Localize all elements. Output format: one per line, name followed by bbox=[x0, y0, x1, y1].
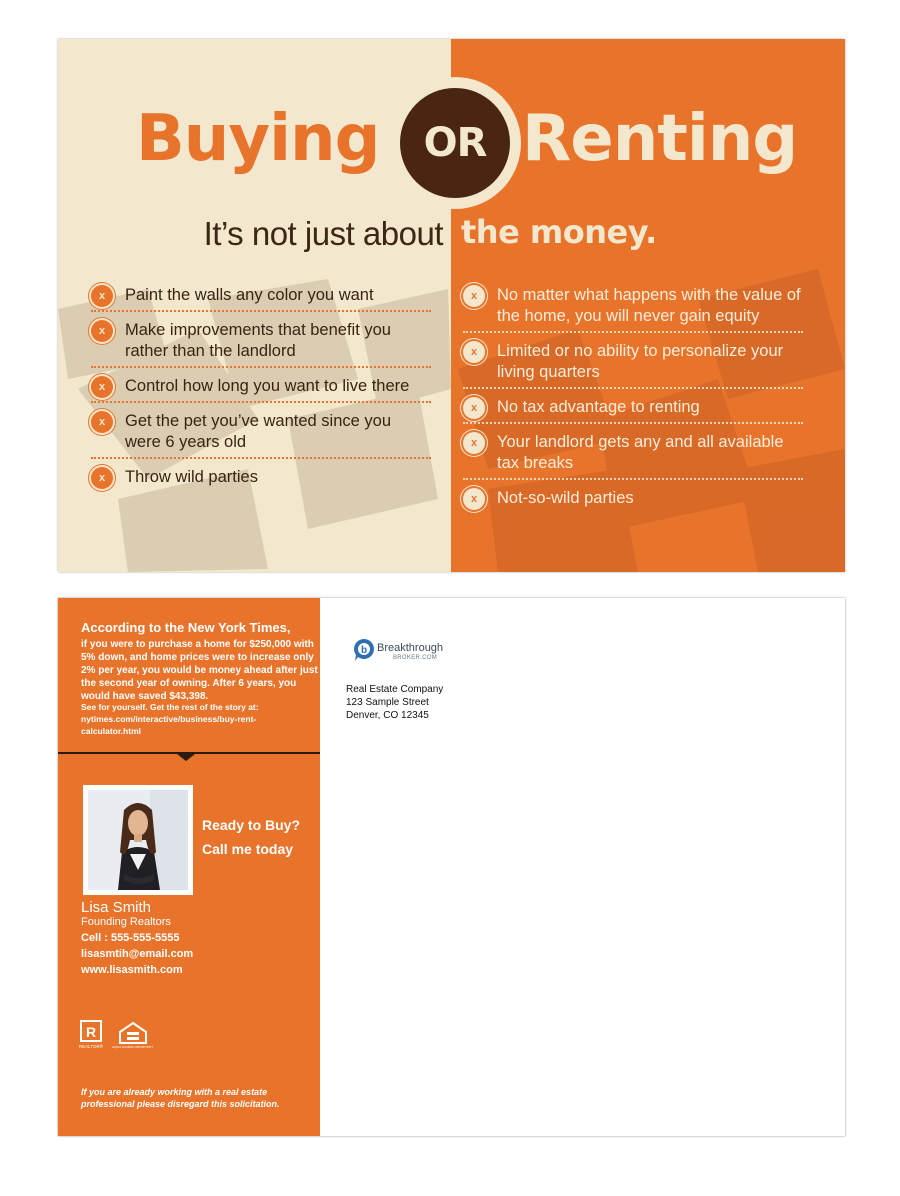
address-line2: 123 Sample Street bbox=[346, 697, 429, 708]
disclaimer: If you are already working with a real estate professional please disregard this solicitation. bbox=[81, 1087, 280, 1109]
cta-ready-to-buy: Ready to Buy? bbox=[202, 817, 301, 833]
headline-buying: Buying bbox=[136, 102, 380, 176]
list-item: x No tax advantage to renting bbox=[463, 397, 803, 424]
svg-text:REALTOR®: REALTOR® bbox=[78, 1044, 104, 1049]
address-line3: Denver, CO 12345 bbox=[346, 710, 429, 721]
list-item: x Your landlord gets any and all available tax breaks bbox=[463, 432, 803, 480]
agent-photo bbox=[83, 785, 193, 895]
nyt-title: According to the New York Times, bbox=[81, 620, 291, 635]
list-item: x Make improvements that benefit you rather than the landlord bbox=[91, 320, 431, 368]
list-item: x Control how long you want to live there bbox=[91, 376, 431, 403]
postcard-back bbox=[58, 598, 845, 1136]
svg-text:b: b bbox=[360, 645, 368, 656]
equal-housing-logo-icon bbox=[112, 1020, 154, 1052]
agent-name: Lisa Smith bbox=[81, 899, 152, 916]
x-bullet-icon: x bbox=[91, 376, 113, 398]
renting-list bbox=[463, 285, 803, 513]
cta-call-me: Call me today bbox=[202, 841, 294, 857]
x-bullet-icon: x bbox=[463, 285, 485, 307]
speech-bubble-b-icon bbox=[353, 638, 375, 662]
list-item: x Get the pet you’ve wanted since you were 6 years old bbox=[91, 411, 431, 459]
divider-notch bbox=[177, 754, 195, 761]
x-bullet-icon: x bbox=[91, 285, 113, 307]
x-bullet-icon: x bbox=[463, 397, 485, 419]
x-bullet-icon: x bbox=[91, 411, 113, 433]
x-bullet-icon: x bbox=[463, 488, 485, 510]
agent-email: lisasmtih@email.com bbox=[81, 948, 194, 960]
realtor-logo-icon bbox=[80, 1020, 102, 1050]
x-bullet-icon: x bbox=[91, 467, 113, 489]
list-item: x Limited or no ability to personalize your living quarters bbox=[463, 341, 803, 389]
nyt-body: if you were to purchase a home for $250,000 with 5% down, and home prices were to increase only 2% per year, you would be money ahead after just the second year of owning. After 6 years, you would have saved $43,398. bbox=[81, 639, 318, 702]
subhead-right: the money. bbox=[461, 213, 657, 251]
nyt-source: See for yourself. Get the rest of the story at: nytimes.com/interactive/business/buy-rent-calculator.html bbox=[81, 702, 259, 736]
breakthrough-broker-logo: b Breakthrough BROKER.COM bbox=[353, 638, 463, 668]
buying-list bbox=[91, 285, 431, 492]
agent-cell: Cell : 555-555-5555 bbox=[81, 932, 180, 944]
agent-portrait-icon bbox=[88, 790, 188, 890]
subhead-left: It’s not just about bbox=[203, 215, 443, 252]
svg-text:EQUAL HOUSING OPPORTUNITY: EQUAL HOUSING OPPORTUNITY bbox=[112, 1046, 154, 1049]
list-item: x Throw wild parties bbox=[91, 467, 431, 492]
list-item: x Paint the walls any color you want bbox=[91, 285, 431, 312]
or-badge: OR bbox=[400, 88, 510, 198]
address-line1: Real Estate Company bbox=[346, 684, 444, 695]
headline-renting: Renting bbox=[522, 102, 798, 176]
svg-text:R: R bbox=[85, 1024, 97, 1040]
x-bullet-icon: x bbox=[463, 432, 485, 454]
agent-company: Founding Realtors bbox=[81, 916, 171, 928]
postcard-front bbox=[58, 39, 845, 572]
list-item: x Not-so-wild parties bbox=[463, 488, 803, 513]
x-bullet-icon: x bbox=[91, 320, 113, 342]
list-item: x No matter what happens with the value of the home, you will never gain equity bbox=[463, 285, 803, 333]
x-bullet-icon: x bbox=[463, 341, 485, 363]
agent-panel bbox=[58, 598, 320, 1136]
agent-website: www.lisasmith.com bbox=[81, 964, 183, 976]
